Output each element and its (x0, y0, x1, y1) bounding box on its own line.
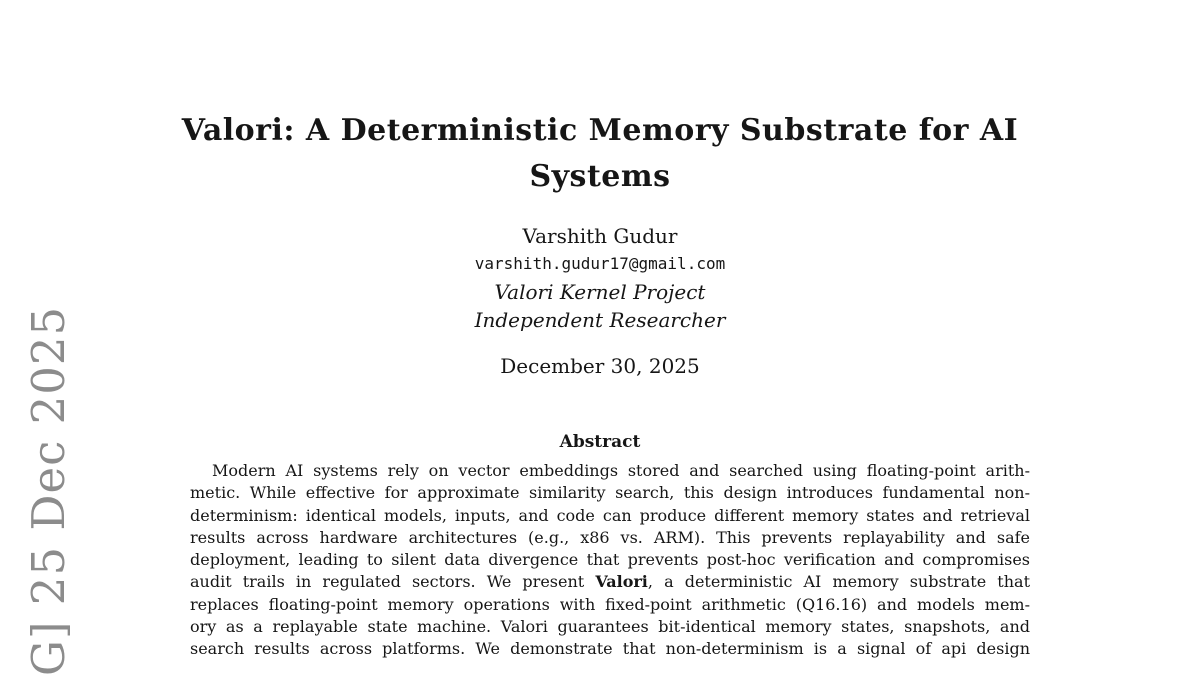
author-affiliation-role: Independent Researcher (474, 308, 726, 332)
author-email: varshith.gudur17@gmail.com (474, 254, 726, 273)
paper-date: December 30, 2025 (500, 354, 700, 378)
abstract-line-post: , a deterministic AI memory substrate that (647, 572, 1030, 592)
abstract-bold-valori: Valori (595, 572, 648, 592)
abstract-line: results across hardware architectures (e.g., x86 vs. ARM). This prevents replayability and safe (190, 527, 1030, 547)
paper-title-line1: Valori: A Deterministic Memory Substrate for AI (181, 113, 1019, 148)
paper-title (0, 108, 1200, 200)
arxiv-stamp-text: G] 25 Dec 2025 (22, 305, 75, 676)
author-block (0, 222, 1200, 334)
abstract-line: replaces floating-point memory operations with fixed-point arithmetic (Q16.16) and models mem- (190, 594, 1030, 614)
abstract-line: ory as a replayable state machine. Valori guarantees bit-identical memory states, snapshots, and (190, 617, 1030, 637)
abstract-line: metic. While effective for approximate similarity search, this design introduces fundamental non- (190, 483, 1030, 503)
author-affiliation-project: Valori Kernel Project (494, 280, 706, 304)
abstract-heading: Abstract (559, 432, 641, 452)
abstract-line: deployment, leading to silent data divergence that prevents post-hoc verification and compromises (190, 550, 1030, 570)
paper-title-line2: Systems (529, 159, 671, 194)
abstract-line: Modern AI systems rely on vector embeddings stored and searched using floating-point arith- (212, 461, 1030, 480)
abstract-line-clipped: search results across platforms. We demonstrate that non-determinism is a signal of api design (190, 639, 1030, 659)
abstract-line: determinism: identical models, inputs, and code can produce different memory states and retrieval (190, 505, 1030, 525)
author-name: Varshith Gudur (522, 224, 678, 248)
abstract-line (190, 571, 1030, 593)
abstract-line-pre: audit trails in regulated sectors. We present (190, 572, 596, 592)
abstract-body (190, 460, 1030, 661)
